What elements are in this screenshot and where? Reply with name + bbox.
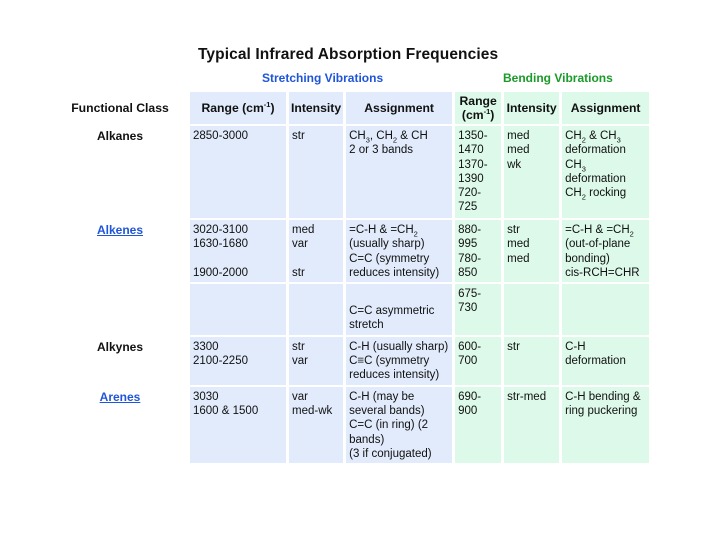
functional-class-cell: Alkynes bbox=[53, 337, 187, 385]
bend-assignment-cell: =C-H & $=CH_2$ (out-of-plane bonding) cis-RCH=CHR bbox=[562, 220, 649, 282]
alkenes-link[interactable]: Alkenes bbox=[53, 220, 187, 282]
functional-class-cell bbox=[53, 284, 187, 335]
stretch-assignment-cell: C-H (usually sharp) C≡C (symmetry reduces intensity) bbox=[346, 337, 452, 385]
bend-assignment-cell: C-H deformation bbox=[562, 337, 649, 385]
stretch-intensity-cell bbox=[289, 284, 343, 335]
bend-intensity-cell: med med wk bbox=[504, 126, 559, 218]
stretch-assignment-cell: =C-H & $=CH_2$ (usually sharp) C=C (symmetry reduces intensity) bbox=[346, 220, 452, 282]
stretch-range-cell: 3300 2100-2250 bbox=[190, 337, 286, 385]
stretch-intensity-header: Intensity bbox=[289, 92, 343, 124]
table-row bbox=[53, 126, 649, 218]
bend-intensity-cell: str bbox=[504, 337, 559, 385]
arenes-link[interactable]: Arenes bbox=[53, 387, 187, 463]
bend-range-cell: 600- 700 bbox=[455, 337, 501, 385]
functional-class-cell: Alkanes bbox=[53, 126, 187, 218]
stretch-range-header: Range $(cm^{-1})$ bbox=[190, 92, 286, 124]
bend-range-cell: 675- 730 bbox=[455, 284, 501, 335]
bend-range-cell: 1350- 1470 1370- 1390 720- 725 bbox=[455, 126, 501, 218]
formula-ch3-ch2-ch: $CH_3$, $CH_2$ & CH bbox=[349, 130, 428, 145]
ir-frequency-table bbox=[50, 90, 652, 465]
stretch-intensity-cell: str bbox=[289, 126, 343, 218]
bend-range-cell: 690- 900 bbox=[455, 387, 501, 463]
stretch-intensity-cell: str var bbox=[289, 337, 343, 385]
stretch-assignment-header: Assignment bbox=[346, 92, 452, 124]
stretch-assignment-cell: C-H (may be several bands) C=C (in ring) (2 bands) (3 if conjugated) bbox=[346, 387, 452, 463]
bend-range-header: Range $(cm^{-1})$ bbox=[455, 92, 501, 124]
bend-assignment-cell bbox=[562, 284, 649, 335]
table-row bbox=[53, 284, 649, 335]
stretch-range-cell: 3020-3100 1630-1680 1900-2000 bbox=[190, 220, 286, 282]
stretching-group-label: Stretching Vibrations bbox=[262, 71, 384, 85]
page-title: Typical Infrared Absorption Frequencies bbox=[198, 46, 499, 63]
stretch-intensity-cell: var med-wk bbox=[289, 387, 343, 463]
bend-assignment-header: Assignment bbox=[562, 92, 649, 124]
bend-intensity-cell bbox=[504, 284, 559, 335]
stretch-assignment-cell: $CH_3$, $CH_2$ & CH 2 or 3 bands bbox=[346, 126, 452, 218]
header-row bbox=[53, 92, 649, 124]
stretch-range-cell bbox=[190, 284, 286, 335]
stretch-intensity-cell: med var str bbox=[289, 220, 343, 282]
bend-assignment-cell: $CH_2$ & $CH_3$ deformation $CH_3$ deformation $CH_2$ rocking bbox=[562, 126, 649, 218]
bending-group-label: Bending Vibrations bbox=[503, 71, 613, 85]
stretch-range-cell: 3030 1600 & 1500 bbox=[190, 387, 286, 463]
stretch-assignment-cell: C=C asymmetric stretch bbox=[346, 284, 452, 335]
table-row bbox=[53, 220, 649, 282]
table-row bbox=[53, 387, 649, 463]
stretch-range-cell: 2850-3000 bbox=[190, 126, 286, 218]
functional-class-header: Functional Class bbox=[53, 92, 187, 124]
bend-intensity-header: Intensity bbox=[504, 92, 559, 124]
bend-assignment-cell: C-H bending & ring puckering bbox=[562, 387, 649, 463]
bend-range-cell: 880- 995 780- 850 bbox=[455, 220, 501, 282]
bend-intensity-cell: str-med bbox=[504, 387, 559, 463]
bend-intensity-cell: str med med bbox=[504, 220, 559, 282]
table-row bbox=[53, 337, 649, 385]
